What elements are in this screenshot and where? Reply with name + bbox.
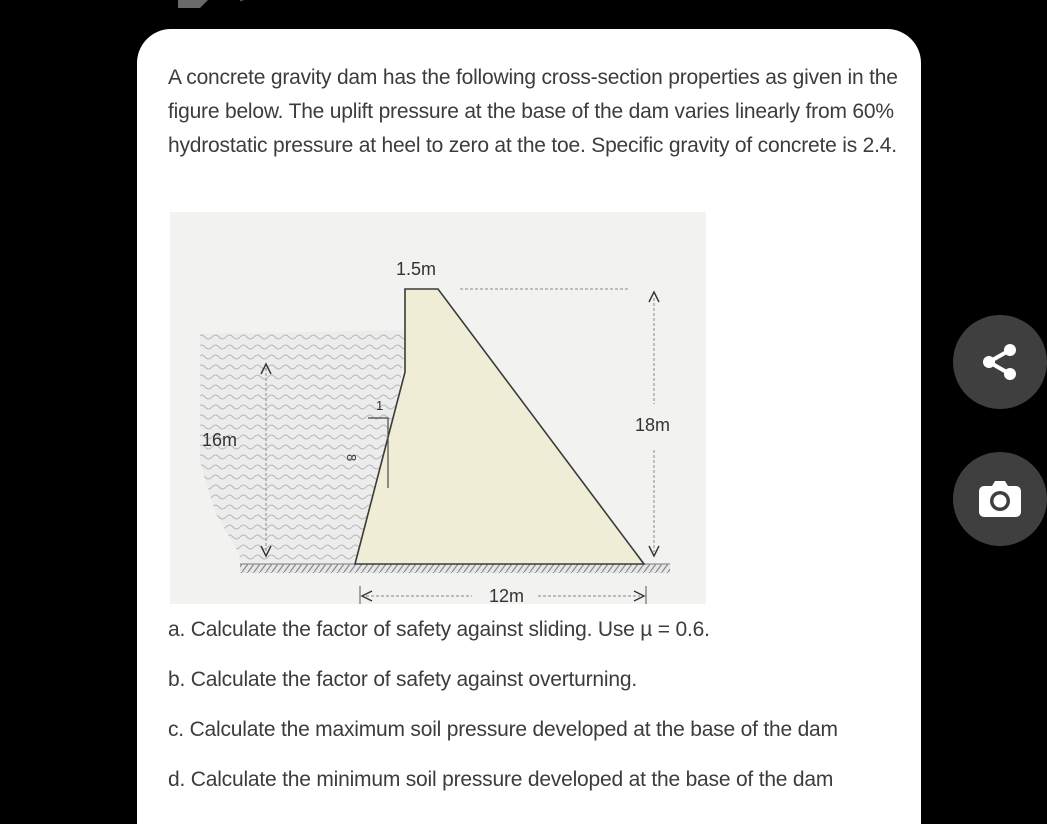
camera-button[interactable] (953, 452, 1047, 546)
question-d: d. Calculate the minimum soil pressure developed at the base of the dam (168, 768, 834, 791)
height-label: 18m (635, 415, 671, 435)
question-b: b. Calculate the factor of safety against overturning. (168, 668, 637, 691)
question-card (137, 29, 921, 824)
base-label: 12m (489, 586, 525, 604)
slope-rise-label: 1 (376, 398, 384, 413)
question-c: c. Calculate the maximum soil pressure developed at the base of the dam (168, 718, 838, 741)
camera-icon (977, 479, 1023, 519)
water-depth-label: 16m (202, 430, 238, 450)
problem-statement: A concrete gravity dam has the following cross-section properties as given in the figure below. The uplift pressure at the base of the dam varies linearly from 60% hydrostatic pressure at heel to zero at the toe. Specific gravity of concrete is 2.4. (168, 66, 898, 157)
share-button[interactable] (953, 315, 1047, 409)
share-icon (979, 341, 1021, 383)
top-width-label: 1.5m (396, 259, 437, 279)
question-a: a. Calculate the factor of safety against sliding. Use µ = 0.6. (168, 618, 710, 641)
slope-run-label: 8 (344, 454, 359, 462)
previous-content-fragment (170, 0, 490, 8)
ground-hatch (240, 564, 670, 573)
dam-cross-section-figure (170, 212, 706, 604)
question-list (168, 617, 908, 817)
